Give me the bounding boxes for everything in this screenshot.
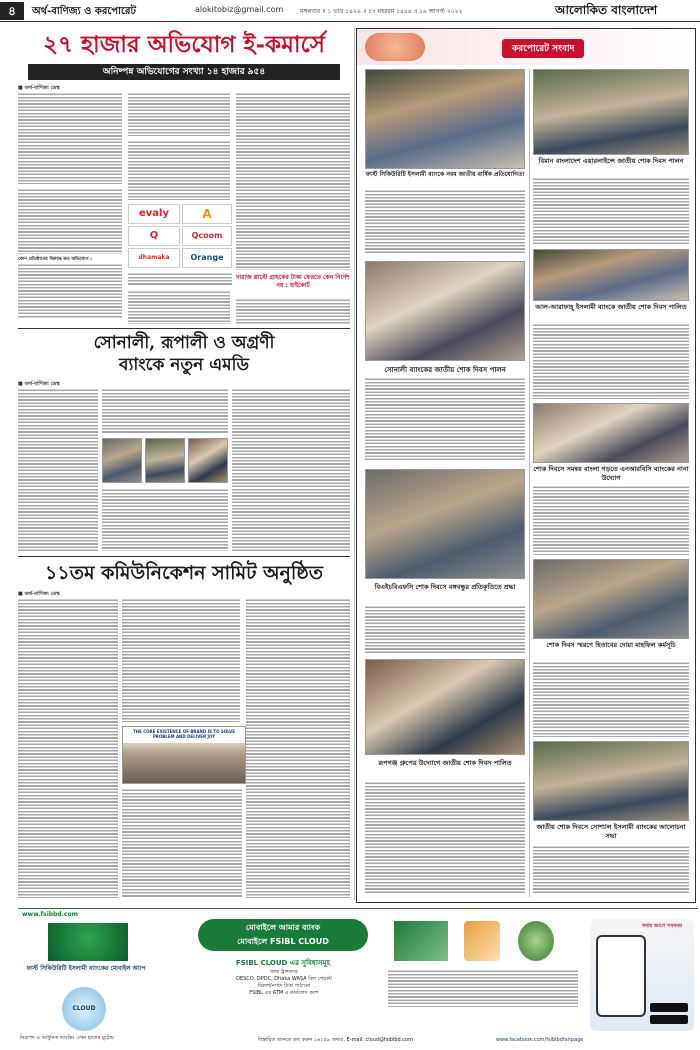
sonali-bank-photo — [365, 261, 525, 361]
lead-body-col1c — [18, 263, 122, 319]
ad-footer-right[interactable]: www.facebook.com/fsiblbdfanpage — [496, 1037, 584, 1043]
ad-footer-center: বিস্তারিত জানতে কল করুন ১৬২৫৯ অথবা, E-mail: cloud@fsiblbd.com — [258, 1037, 413, 1043]
q-logo: Q — [128, 226, 180, 246]
lead-headline: ২৭ হাজার অভিযোগ ই-কমার্সে — [43, 31, 325, 58]
al-arafah-photo — [533, 249, 689, 301]
biman-photo — [533, 69, 689, 155]
lead-byline: ■ অর্থ-বাণিজ্য ডেস্ক — [18, 85, 60, 91]
story2-headline-line2: ব্যাংকে নতুন এমডি — [119, 355, 249, 375]
divider — [18, 328, 350, 329]
story2-body-col3 — [232, 388, 350, 551]
story3-body-col2b — [122, 788, 242, 898]
ecommerce-logo-grid — [128, 204, 232, 286]
fsibl-cloud-ad — [18, 908, 698, 1048]
gift-icon — [518, 921, 554, 961]
bhbfc-photo — [365, 469, 525, 579]
story2-body-col2 — [102, 388, 228, 434]
news-body — [365, 377, 525, 461]
lead-body-col2c — [128, 290, 230, 324]
story2-headline-line1: সোনালী, রূপালী ও অগ্রণী — [93, 333, 275, 353]
news-body — [365, 189, 525, 253]
benefit-item: ফান্ড ট্রান্সফার — [270, 969, 298, 975]
news-headline: বিমান বাংলাদেশ এয়ারলাইন্সে জাতীয় শোক দিবস পালন — [538, 157, 684, 165]
section-title: অর্থ-বাণিজ্য ও করপোরেট — [32, 6, 136, 17]
logo-grid-caption — [128, 272, 232, 286]
ad-fine-print — [388, 969, 578, 1007]
date-line: মঙ্গলবার ॥ ১ ভাদ্র ১৪২৯ ॥ ১৭ মহররম ১৪৪৪ ॥ ১৬ আগস্ট ২০২২ — [300, 8, 463, 15]
benefit-item: FSIBL এর ATM এ কার্ডলেস ক্যাশ — [249, 990, 319, 996]
news-headline: শোক দিবসে সমন্বয় বাংলা গড়তে এনআরবিসি ব্যাংকের নানা উদ্যোগ — [533, 465, 689, 482]
corporate-news-panel — [356, 28, 696, 903]
hitab-photo — [533, 559, 689, 639]
news-body — [533, 323, 689, 399]
benefit-item: DESCO, DPDC, Dhaka WASA বিল পেমেন্ট — [236, 976, 332, 982]
summit-photo — [122, 726, 246, 784]
email: alokitobiz@gmail.com — [195, 5, 284, 14]
app-store-badge[interactable] — [650, 1015, 688, 1024]
lead-bold-line: কোন প্রতিষ্ঠানের বিরুদ্ধে কত অভিযোগ : — [18, 257, 92, 262]
lead-closing-headline: দারাজ প্লাস্টে গ্রাহকের টাকা ফেরতে কেন নির্দেশ নয় : হাইকোর্ট — [236, 274, 350, 289]
news-body — [533, 485, 689, 555]
news-headline: জাতীয় শোক দিবসে সোশ্যাল ইসলামী ব্যাংকের আলোচনা সভা — [536, 823, 686, 840]
corporate-news-title: করপোরেট সংবাদ — [502, 39, 584, 58]
google-play-badge[interactable] — [650, 1003, 688, 1012]
nrbc-photo — [533, 403, 689, 463]
lead-body-col1 — [18, 92, 122, 184]
lead-body-col2a — [128, 92, 230, 136]
news-headline: বিএইচবিএফসি শোক দিবসে বঙ্গবন্ধুর প্রতিকৃতিতে শ্রদ্ধা — [374, 583, 516, 591]
news-body — [533, 661, 689, 737]
lead-body-col3 — [236, 92, 350, 270]
ad-slogan-2: মোবাইলে FSIBL CLOUD — [237, 937, 329, 946]
story2-body-col2b — [102, 488, 228, 551]
summit-banner: THE CORE EXISTENCE OF BRAND IS TO SOLVE PROBLEM AND DELIVER JOY — [133, 729, 235, 739]
dhamaka-logo: dhamaka — [128, 248, 180, 268]
story3-byline: ■ অর্থ-বাণিজ্য ডেস্ক — [18, 591, 60, 597]
ad-tagline: সবার আগে সবসময় — [642, 923, 682, 929]
rupganj-photo — [365, 659, 525, 755]
lead-body-col3b — [236, 298, 350, 324]
story3-body-col3 — [246, 598, 350, 898]
lead-subhead: অনিষ্পন্ন অভিযোগের সংখ্যা ১৪ হাজার ৯৫৪ — [102, 67, 266, 77]
news-headline: ফার্স্ট সিকিউরিটি ইসলামী ব্যাংকে নবম জাতীয় বার্ষিক প্রতিযোগিতা — [365, 171, 525, 178]
md-portraits — [102, 438, 228, 483]
phone-screen — [596, 935, 646, 1017]
news-headline: রূপগঞ্জ গ্রুপের উদ্যোগে জাতীয় শোক দিবস পালিত — [378, 759, 512, 767]
social-islami-photo — [533, 741, 689, 821]
story3-body-col1 — [18, 598, 118, 898]
cloud-icon — [62, 987, 106, 1031]
people-icon — [365, 33, 425, 61]
story2-byline: ■ অর্থ-বাণিজ্য ডেস্ক — [18, 381, 60, 387]
page-number: ৪ — [0, 2, 24, 20]
fsib-logo-icon — [48, 923, 128, 961]
news-body — [533, 845, 689, 893]
news-body — [365, 781, 525, 893]
lead-body-col2b — [128, 140, 230, 200]
fsib-competition-photo — [365, 69, 525, 169]
corporate-news-banner — [357, 29, 694, 65]
qcoom-logo: Qcoom — [182, 226, 232, 246]
evaly-logo: evaly — [128, 204, 180, 224]
lead-subhead-bar — [28, 64, 340, 80]
story3-headline: ১১তম কমিউনিকেশন সামিট অনুষ্ঠিত — [45, 562, 323, 584]
masthead: আলোকিত বাংলাদেশ — [555, 3, 658, 17]
news-body — [365, 605, 525, 653]
ad-footer-left: নিরাপদ ও আধুনিক ব্যাংকিং এখন হাতের মুঠোয় — [20, 1035, 114, 1041]
news-headline: আল-আরাফাহ্ ইসলামী ব্যাংকে জাতীয় শোক দিবস পালিত — [535, 303, 687, 311]
phone-mockup — [590, 919, 694, 1031]
story3-body-col2 — [122, 598, 240, 722]
column-divider — [354, 28, 355, 900]
benefit-item: বিকাশ/নগদে টাকা পাঠানো — [257, 983, 311, 989]
wallet-icon — [464, 921, 500, 961]
page-header — [0, 0, 700, 22]
ad-slogan-pill — [198, 919, 368, 951]
md-photo — [145, 438, 185, 483]
cloud-label: CLOUD — [72, 1005, 96, 1012]
news-body — [533, 177, 689, 245]
ad-website[interactable]: www.fsibbd.com — [22, 911, 78, 918]
news-headline: শোক দিবস স্মরণে হিতাবের দোয়া মাহফিল কর্মসূচি — [546, 641, 676, 649]
ad-bank-name: ফার্স্ট সিকিউরিটি ইসলামী ব্যাংকের মোবাইল অ্যাপ — [26, 965, 146, 972]
left-column — [18, 28, 350, 905]
md-photo — [102, 438, 142, 483]
alesha-logo: A — [182, 204, 232, 224]
md-photo — [188, 438, 228, 483]
news-headline: সোনালী ব্যাংকের জাতীয় শোক দিবস পালন — [384, 365, 506, 374]
lead-body-col1b — [18, 188, 122, 254]
divider — [18, 556, 350, 557]
ad-benefits-list — [214, 969, 354, 997]
ad-slogan-1: মোবাইলে আমার ব্যাংক — [245, 923, 321, 932]
orange-logo: Orange — [182, 248, 232, 268]
ad-benefits-title: FSIBL CLOUD এর সুবিধাসমূহ — [235, 959, 331, 967]
card-icon — [394, 921, 448, 961]
story2-body-col1 — [18, 388, 98, 551]
ad-products — [388, 921, 578, 1011]
inner-divider — [529, 69, 530, 897]
